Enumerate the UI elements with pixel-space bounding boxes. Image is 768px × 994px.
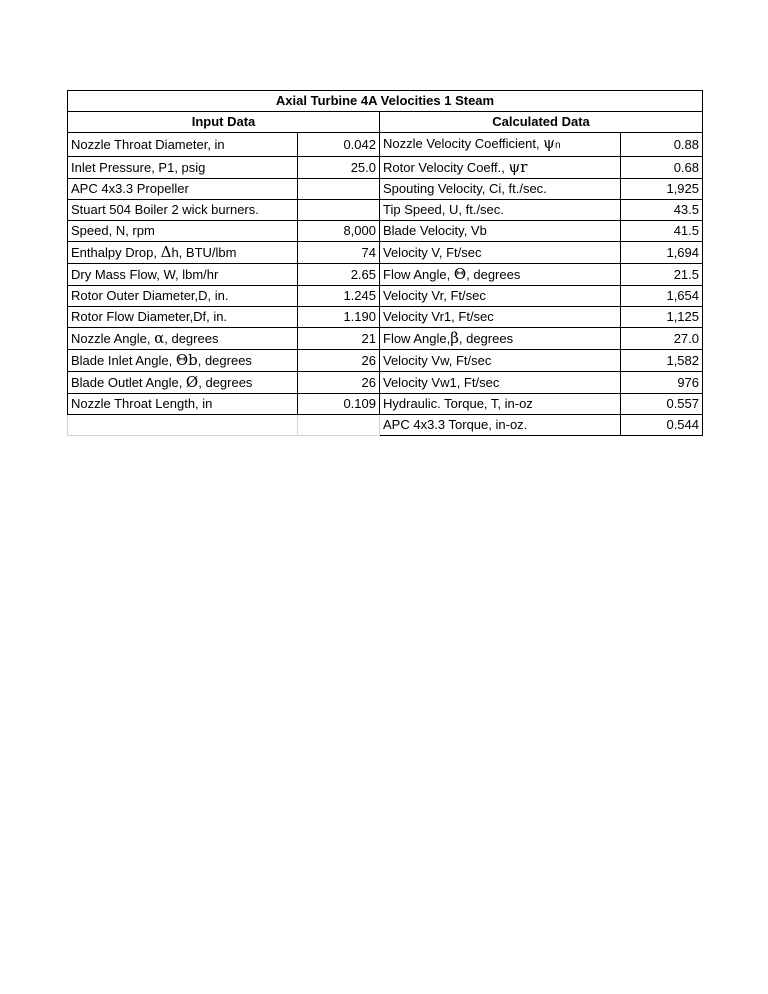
- calculated-label-cell: [380, 372, 621, 394]
- input-value-cell: 26: [298, 372, 380, 394]
- input-label-cell: [68, 286, 298, 307]
- symbol-glyph: β: [450, 329, 459, 347]
- input-value-cell: 0.109: [298, 394, 380, 415]
- calculated-label-cell: [380, 307, 621, 328]
- calculated-value-cell: 0.557: [621, 394, 703, 415]
- table-row: [68, 179, 703, 200]
- symbol-glyph: Θb: [175, 351, 198, 369]
- input-value-cell: [298, 200, 380, 221]
- label-text: h, BTU/lbm: [171, 245, 237, 260]
- input-value-cell: 2.65: [298, 264, 380, 286]
- table-row: [68, 157, 703, 179]
- calculated-label-cell: [380, 157, 621, 179]
- label-text: Inlet Pressure, P1, psig: [71, 159, 206, 175]
- calculated-value-cell: 27.0: [621, 328, 703, 350]
- calculated-label-cell: [380, 394, 621, 415]
- label-text: Rotor Outer Diameter,D, in.: [71, 288, 229, 303]
- calculated-value-cell: 1,125: [621, 307, 703, 328]
- table-row: [68, 350, 703, 372]
- calculated-label-cell: [380, 242, 621, 264]
- table-row: [68, 372, 703, 394]
- table-row: [68, 307, 703, 328]
- table-row: [68, 328, 703, 350]
- calculated-label-cell: [380, 328, 621, 350]
- input-value-cell: [298, 415, 380, 436]
- label-text: Blade Inlet Angle,: [71, 353, 176, 368]
- symbol-glyph: Ø: [185, 373, 199, 391]
- label-text: , degrees: [466, 267, 521, 282]
- input-label-cell: [68, 307, 298, 328]
- input-value-cell: [298, 179, 380, 200]
- input-label-cell: [68, 242, 298, 264]
- calculated-value-cell: 43.5: [621, 200, 703, 221]
- input-label-cell: [68, 372, 298, 394]
- input-label-cell: [68, 350, 298, 372]
- calculated-label-cell: [380, 221, 621, 242]
- calculated-value-cell: 1,582: [621, 350, 703, 372]
- label-text: Nozzle Velocity Coefficient,: [383, 136, 544, 151]
- label-text: Dry Mass Flow, W, lbm/hr: [71, 266, 219, 282]
- input-label-cell: [68, 200, 298, 221]
- label-text: Blade Velocity, Vb: [383, 223, 487, 238]
- turbine-velocities-table: [67, 90, 703, 436]
- label-text: , degrees: [198, 375, 253, 390]
- symbol-glyph: Θ: [453, 265, 467, 283]
- calculated-label-cell: [380, 200, 621, 221]
- table-row: [68, 394, 703, 415]
- table-row: [68, 415, 703, 436]
- calculated-label-cell: [380, 264, 621, 286]
- label-text: n: [554, 140, 561, 151]
- calculated-label-cell: [380, 415, 621, 436]
- label-text: Flow Angle,: [383, 331, 451, 346]
- label-text: APC 4x3.3 Torque, in-oz.: [383, 417, 528, 432]
- label-text: Velocity Vr, Ft/sec: [383, 288, 486, 303]
- calculated-value-cell: 1,925: [621, 179, 703, 200]
- table-title: Axial Turbine 4A Velocities 1 Steam: [68, 91, 703, 112]
- calculated-label-cell: [380, 179, 621, 200]
- calculated-value-cell: 1,654: [621, 286, 703, 307]
- label-text: Speed, N, rpm: [71, 223, 155, 238]
- input-data-header: Input Data: [68, 112, 380, 133]
- calculated-value-cell: 0.68: [621, 157, 703, 179]
- label-text: APC 4x3.3 Propeller: [71, 181, 189, 196]
- input-label-cell: [68, 133, 298, 157]
- calculated-value-cell: 976: [621, 372, 703, 394]
- calculated-label-cell: [380, 133, 621, 157]
- calculated-label-cell: [380, 286, 621, 307]
- label-text: Blade Outlet Angle,: [71, 375, 186, 390]
- input-value-cell: 26: [298, 350, 380, 372]
- table-row: [68, 264, 703, 286]
- input-value-cell: 8,000: [298, 221, 380, 242]
- table-row: [68, 221, 703, 242]
- input-label-cell: [68, 221, 298, 242]
- label-text: Rotor Flow Diameter,Df, in.: [71, 309, 228, 324]
- input-value-cell: 1.190: [298, 307, 380, 328]
- calculated-label-cell: [380, 350, 621, 372]
- input-label-cell: [68, 328, 298, 350]
- calculated-value-cell: 1,694: [621, 242, 703, 264]
- calculated-data-header: Calculated Data: [380, 112, 703, 133]
- input-label-cell: [68, 179, 298, 200]
- table-row: [68, 286, 703, 307]
- label-text: Hydraulic. Torque, T, in-oz: [383, 396, 533, 411]
- table-row: [68, 242, 703, 264]
- calculated-value-cell: 0.544: [621, 415, 703, 436]
- label-text: , degrees: [197, 353, 252, 368]
- input-value-cell: 1.245: [298, 286, 380, 307]
- input-value-cell: 74: [298, 242, 380, 264]
- input-label-cell: [68, 394, 298, 415]
- label-text: Velocity Vw, Ft/sec: [383, 352, 492, 368]
- calculated-value-cell: 21.5: [621, 264, 703, 286]
- calculated-value-cell: 41.5: [621, 221, 703, 242]
- label-text: Enthalpy Drop,: [71, 245, 161, 260]
- input-label-cell: [68, 415, 298, 436]
- label-text: Stuart 504 Boiler 2 wick burners.: [71, 202, 259, 217]
- label-text: Velocity Vw1, Ft/sec: [383, 374, 500, 390]
- label-text: Spouting Velocity, Ci, ft./sec.: [383, 181, 547, 196]
- label-text: , degrees: [164, 331, 219, 346]
- symbol-glyph: α: [154, 329, 165, 347]
- input-value-cell: 21: [298, 328, 380, 350]
- label-text: , degrees: [458, 331, 514, 346]
- label-text: Velocity Vr1, Ft/sec: [383, 309, 494, 324]
- calculated-value-cell: 0.88: [621, 133, 703, 157]
- symbol-glyph: ψ: [543, 134, 555, 152]
- input-value-cell: 25.0: [298, 157, 380, 179]
- label-text: Tip Speed, U, ft./sec.: [383, 202, 504, 217]
- input-label-cell: [68, 264, 298, 286]
- label-text: Nozzle Throat Diameter, in: [71, 136, 225, 152]
- label-text: Rotor Velocity Coeff.,: [383, 160, 509, 175]
- label-text: Flow Angle,: [383, 267, 454, 282]
- input-value-cell: 0.042: [298, 133, 380, 157]
- table-body: [68, 133, 703, 436]
- table-row: [68, 200, 703, 221]
- symbol-glyph: Δ: [160, 243, 172, 261]
- table-row: [68, 133, 703, 157]
- input-label-cell: [68, 157, 298, 179]
- label-text: Velocity V, Ft/sec: [383, 244, 482, 260]
- label-text: Nozzle Angle,: [71, 331, 155, 346]
- symbol-glyph: ψr: [508, 158, 528, 176]
- label-text: Nozzle Throat Length, in: [71, 396, 213, 411]
